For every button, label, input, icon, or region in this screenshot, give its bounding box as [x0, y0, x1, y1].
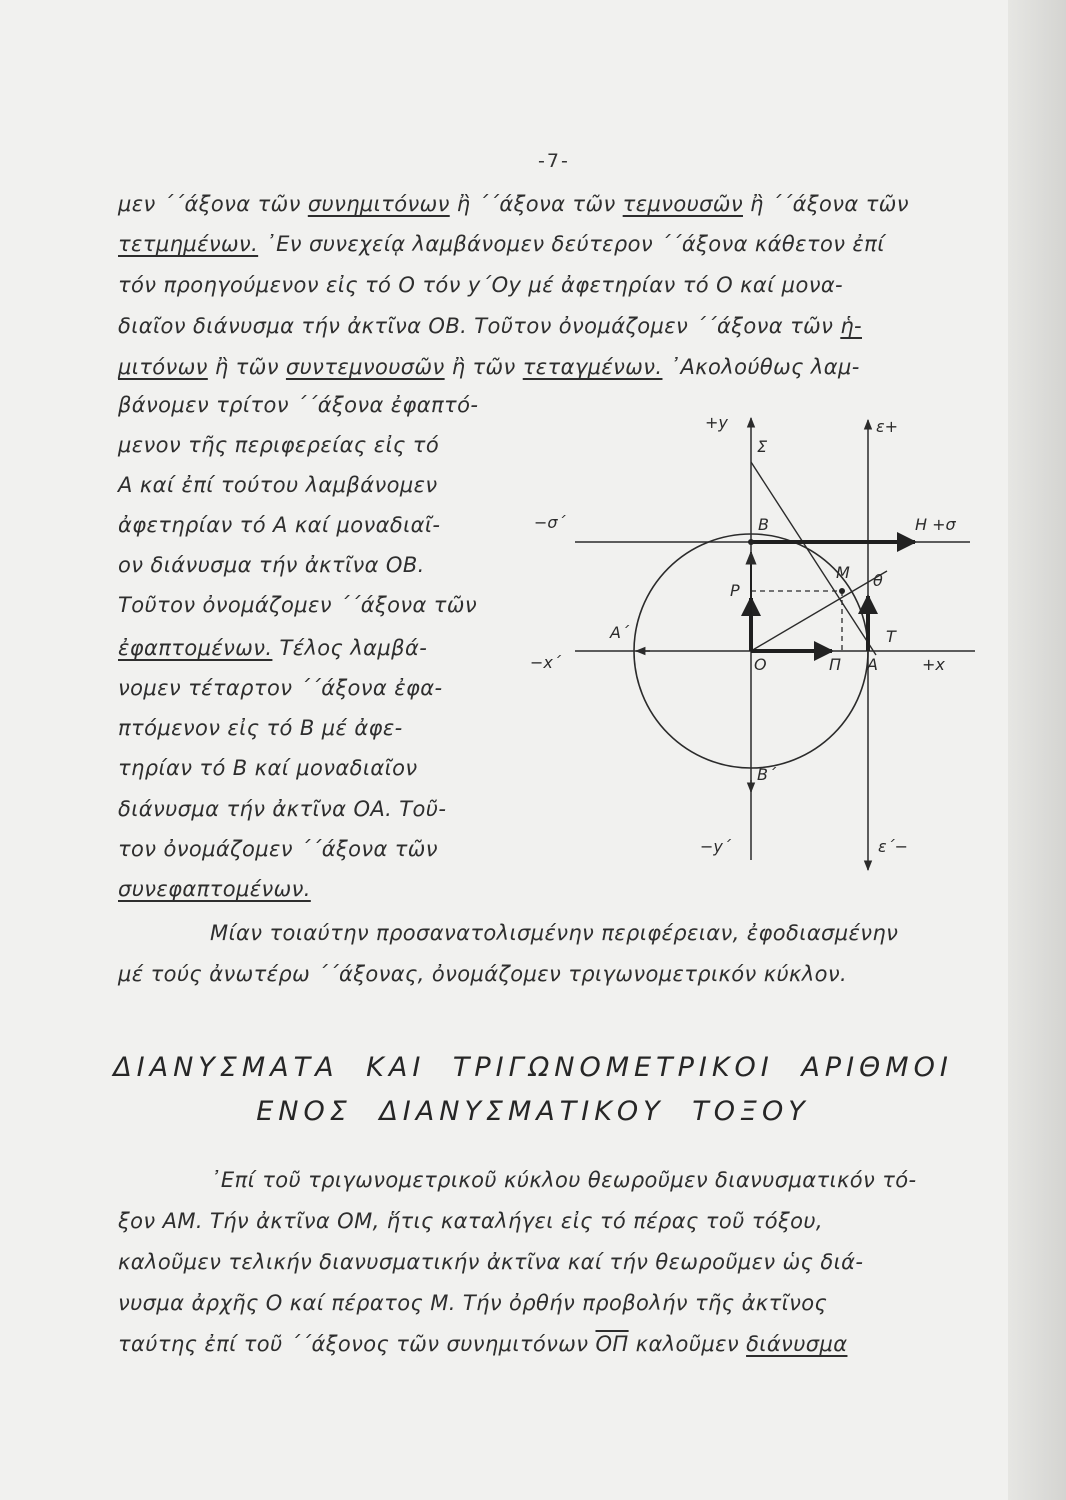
label-minus-x: −x΄	[530, 653, 561, 672]
text-line: τηρίαν τό Β καί μοναδιαῖον	[118, 756, 418, 780]
section-subheading: ΕΝΟΣ ΔΙΑΝΥΣΜΑΤΙΚΟΥ ΤΟΞΟΥ	[256, 1096, 810, 1127]
label-O: Ο	[754, 655, 767, 674]
text-line: τον ὀνομάζομεν ΄΄άξονα τῶν	[118, 837, 438, 861]
label-sigma: Σ	[757, 437, 768, 456]
point-B	[748, 539, 754, 545]
text-line: Τοῦτον ὀνομάζομεν ΄΄άξονα τῶν	[118, 593, 477, 617]
text-line: Α καί ἐπί τούτου λαμβάνομεν	[118, 473, 438, 497]
section-heading: ΔΙΑΝΥΣΜΑΤΑ ΚΑΙ ΤΡΙΓΩΝΟΜΕΤΡΙΚΟΙ ΑΡΙΘΜΟΙ	[113, 1052, 953, 1083]
text-line: τετμημένων. ᾿Εν συνεχείᾳ λαμβάνομεν δεύτερον ΄΄άξονα κάθετον ἐπί	[118, 232, 885, 256]
page-number: -7-	[538, 150, 570, 172]
label-B-prime: Β΄	[757, 765, 776, 784]
text-line: νομεν τέταρτον ΄΄άξονα ἐφα-	[118, 676, 443, 700]
label-epsilon-plus: ε+	[876, 417, 899, 436]
label-A: Α	[867, 655, 878, 674]
label-epsilon-minus: ε΄−	[878, 837, 909, 856]
point-M	[839, 588, 845, 594]
text-line: διάνυσμα τήν ἀκτῖνα ΟΑ. Τοῦ-	[118, 797, 447, 821]
text-line: ταύτης ἐπί τοῦ ΄΄άξονος τῶν συνημιτόνων $\overline{O\Pi}$ καλοῦμεν διάνυσμα	[118, 1332, 848, 1356]
label-Pi: Π	[829, 655, 842, 674]
text-line: καλοῦμεν τελικήν διανυσματικήν ἀκτῖνα καί τήν θεωροῦμεν ὡς διά-	[118, 1250, 864, 1274]
text-line: τόν προηγούμενον εἰς τό Ο τόν y΄Oy μέ ἀφετηρίαν τό Ο καί μονα-	[118, 273, 844, 297]
label-P: Ρ	[730, 581, 740, 600]
label-M: Μ	[836, 563, 850, 582]
text-line: διαῖον διάνυσμα τήν ἀκτῖνα ΟΒ. Τοῦτον ὀνομάζομεν ΄΄άξονα τῶν ἡ-	[118, 314, 862, 338]
text-line: μιτόνων ἢ τῶν συντεμνουσῶν ἢ τῶν τεταγμένων. ᾿Ακολούθως λαμ-	[118, 355, 860, 379]
text-line: ον διάνυσμα τήν ἀκτῖνα ΟΒ.	[118, 553, 425, 577]
label-minus-sigma: −σ΄	[534, 513, 566, 532]
label-B: Β	[758, 515, 769, 534]
text-line: μενον τῆς περιφερείας εἰς τό	[118, 433, 440, 457]
label-minus-y: −y΄	[700, 837, 731, 856]
text-line: ᾿Επί τοῦ τριγωνομετρικοῦ κύκλου θεωροῦμεν διανυσματικόν τό-	[210, 1168, 917, 1192]
text-line: ἀφετηρίαν τό Α καί μοναδιαῖ-	[118, 513, 441, 537]
label-H-plus-sigma: Η +σ	[915, 515, 956, 534]
text-line: νυσμα ἀρχῆς Ο καί πέρατος Μ. Τήν ὀρθήν προβολήν τῆς ἀκτῖνος	[118, 1291, 828, 1315]
label-theta: θ	[873, 571, 883, 590]
text-line: μεν ΄΄άξονα τῶν συνημιτόνων ἢ ΄΄άξονα τῶν τεμνουσῶν ἢ ΄΄άξονα τῶν	[118, 192, 909, 216]
text-line: συνεφαπτομένων.	[118, 877, 311, 901]
text-line: πτόμενον εἰς τό Β μέ ἀφε-	[118, 716, 403, 740]
text-line: βάνομεν τρίτον ΄΄άξονα ἐφαπτό-	[118, 393, 479, 417]
label-plus-x: +x	[922, 655, 945, 674]
secant-line	[751, 462, 876, 655]
text-line: Μίαν τοιαύτην προσανατολισμένην περιφέρειαν, ἐφοδιασμένην	[210, 921, 899, 945]
text-line: μέ τούς ἀνωτέρω ΄΄άξονας, ὀνομάζομεν τριγωνομετρικόν κύκλον.	[118, 962, 848, 986]
text-line: ἐφαπτομένων. Τέλος λαμβά-	[118, 636, 428, 660]
text-line: ξον ΑΜ. Τήν ἀκτῖνα ΟΜ, ἥτις καταλήγει εἰς τό πέρας τοῦ τόξου,	[118, 1209, 824, 1233]
label-A-prime: Α΄	[610, 623, 629, 642]
label-T: Τ	[886, 627, 896, 646]
label-plus-y: +y	[705, 413, 728, 432]
